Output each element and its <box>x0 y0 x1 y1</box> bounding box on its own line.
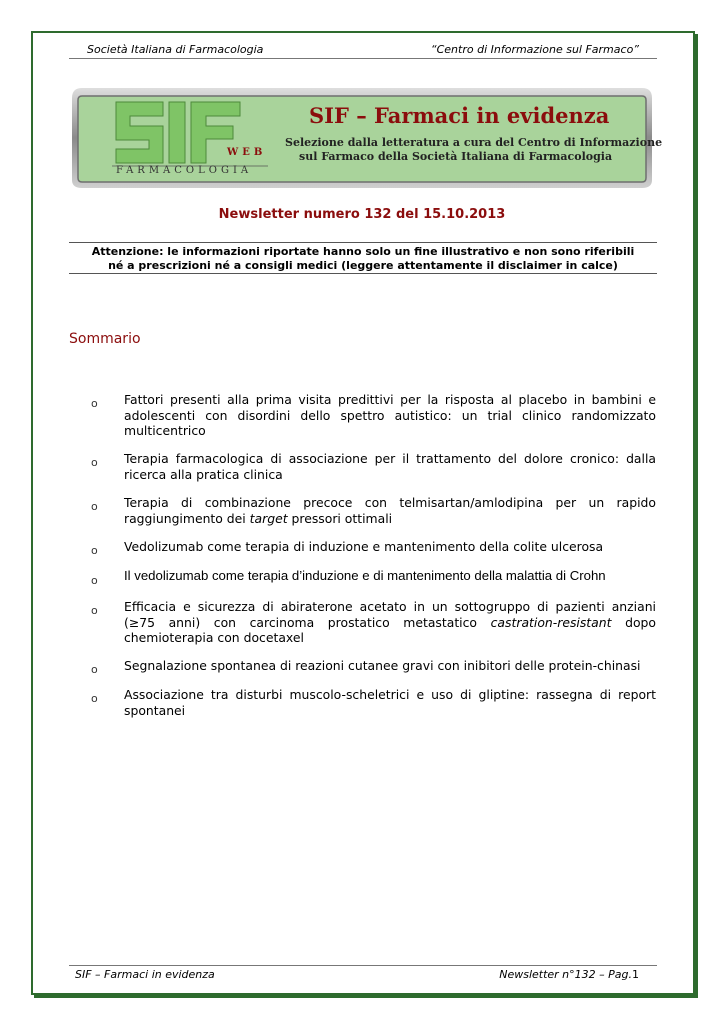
summary-item-3-italic: target <box>249 510 288 526</box>
logo-web-text: WEB <box>227 147 267 158</box>
summary-item-6-text: Efficacia e sicurezza di abiraterone acetato in un sottogruppo di pazienti anziani (≥75 anni) con carcinoma prostatico metastatico <box>124 599 656 630</box>
list-bullet: o <box>91 604 98 617</box>
summary-item-5[interactable]: Il vedolizumab come terapia d’induzione e di mantenimento della malattia di Crohn <box>124 568 606 583</box>
summary-item-8[interactable]: Associazione tra disturbi muscolo-scheletrici e uso di gliptine: rassegna di report spontanei <box>124 687 656 718</box>
sif-banner <box>68 84 663 192</box>
disclaimer-notice <box>69 242 657 274</box>
summary-item-1[interactable]: Fattori presenti alla prima visita predittivi per la risposta al placebo in bambini e adolescenti con disordini dello spettro autistico: un trial clinico randomizzato multicentrico <box>124 392 656 438</box>
list-bullet: o <box>91 456 98 469</box>
page-footer <box>69 965 657 982</box>
list-bullet: o <box>91 692 98 705</box>
page-header <box>69 42 657 59</box>
disclaimer-line-1: Attenzione: le informazioni riportate hanno solo un fine illustrativo e non sono riferibili <box>91 245 635 258</box>
logo-farmacologia-text: FARMACOLOGIA <box>116 165 253 176</box>
summary-item-4[interactable]: Vedolizumab come terapia di induzione e mantenimento della colite ulcerosa <box>124 539 604 554</box>
footer-label: Newsletter n°132 – Pag. <box>499 968 632 981</box>
summary-item-6-italic: castration-resistant <box>490 614 612 630</box>
banner-subtitle-2: sul Farmaco della Società Italiana di Farmacologia <box>299 150 613 163</box>
list-bullet: o <box>91 500 98 513</box>
newsletter-title: Newsletter numero 132 del 15.10.2013 <box>218 207 506 222</box>
banner-subtitle-1: Selezione dalla letteratura a cura del Centro di Informazione <box>285 136 663 149</box>
list-bullet: o <box>91 574 98 587</box>
summary-item-3-text-end: pressori ottimali <box>287 510 393 526</box>
summary-item-3-text: Terapia di combinazione precoce con telmisartan/amlodipina per un rapido raggiungimento dei <box>124 495 656 526</box>
summary-item-3[interactable] <box>124 495 656 526</box>
summary-item-6-text-end: dopo chemioterapia con docetaxel <box>124 614 656 645</box>
list-bullet: o <box>91 663 98 676</box>
summary-item-6[interactable] <box>124 599 656 646</box>
sommario-heading: Sommario <box>69 331 141 347</box>
summary-item-2[interactable]: Terapia farmacologica di associazione per il trattamento del dolore cronico: dalla ricerca alla pratica clinica <box>124 451 656 482</box>
footer-left: SIF – Farmaci in evidenza <box>75 968 215 981</box>
list-bullet: o <box>91 544 98 557</box>
header-left: Società Italiana di Farmacologia <box>87 43 264 56</box>
list-bullet: o <box>91 397 98 410</box>
footer-right <box>499 968 639 981</box>
header-right: “Centro di Informazione sul Farmaco” <box>430 43 639 56</box>
summary-item-7[interactable]: Segnalazione spontanea di reazioni cutanee gravi con inibitori delle protein-chinasi <box>124 658 641 673</box>
page-number: 1 <box>632 968 639 981</box>
disclaimer-line-2: né a prescrizioni né a consigli medici (leggere attentamente il disclaimer in calce) <box>108 259 618 272</box>
banner-title: SIF – Farmaci in evidenza <box>309 103 610 128</box>
